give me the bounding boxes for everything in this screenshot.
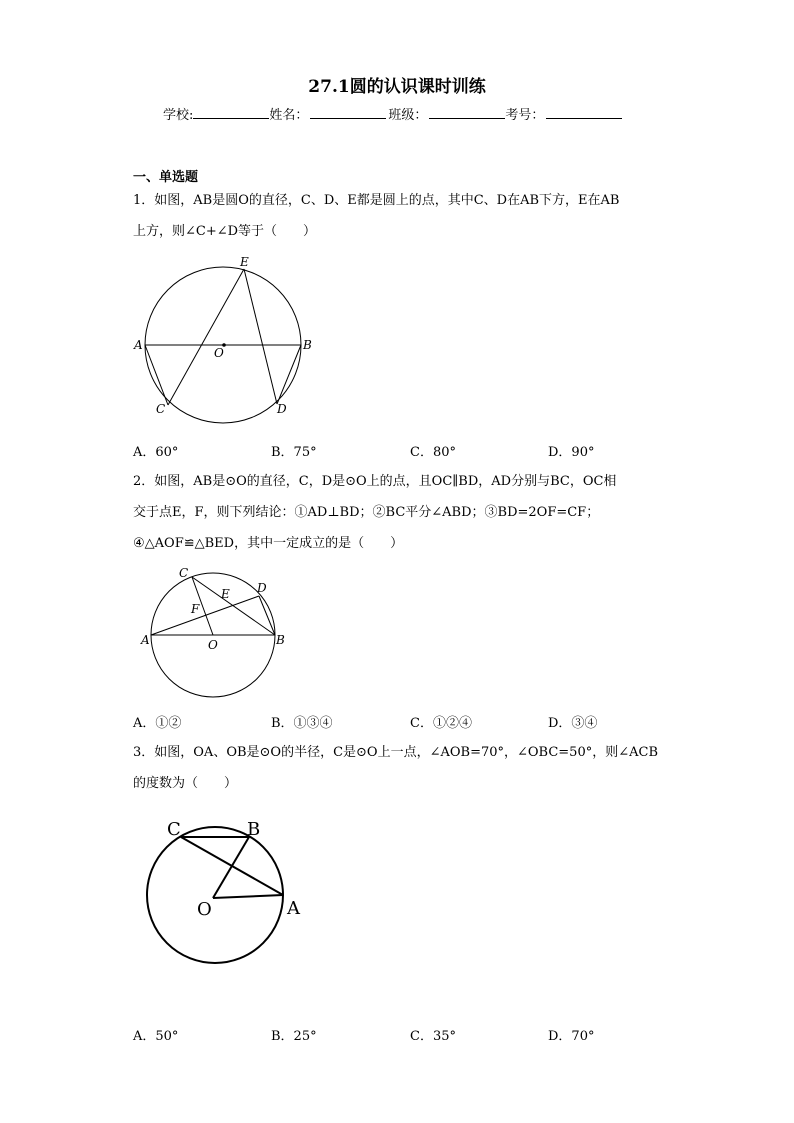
- school-label: 学校:: [163, 108, 194, 123]
- q3-option-c[interactable]: C．35°: [410, 1029, 456, 1044]
- q3-option-d[interactable]: D．70°: [548, 1029, 595, 1044]
- q2-figure: [135, 562, 295, 702]
- q3-line-ob: [213, 837, 249, 898]
- page-title: 27.1圆的认识课时训练: [308, 77, 486, 97]
- name-blank[interactable]: [310, 106, 386, 119]
- q1-text-line2: 上方，则∠C+∠D等于（ ）: [133, 224, 317, 239]
- q2-option-a[interactable]: A．①②: [133, 716, 182, 731]
- q2-line-ad: [151, 596, 259, 635]
- student-info-line: [163, 104, 622, 123]
- q3-option-b[interactable]: B．25°: [271, 1029, 317, 1044]
- q1-line-ac: [145, 345, 168, 405]
- class-label: 班级：: [388, 108, 428, 123]
- q2-option-b[interactable]: B．①③④: [271, 716, 333, 731]
- number-label: 考号：: [505, 108, 545, 123]
- q3-label-b: B: [247, 819, 261, 840]
- school-blank[interactable]: [193, 106, 269, 119]
- q1-label-e: E: [240, 255, 249, 269]
- name-label: 姓名：: [269, 108, 309, 123]
- q1-label-c: C: [156, 402, 166, 416]
- q2-text-line3: ④△AOF≌△BED，其中一定成立的是（ ）: [133, 536, 404, 551]
- number-blank[interactable]: [546, 106, 622, 119]
- q3-line-ca: [181, 837, 283, 895]
- q3-label-c: C: [167, 819, 181, 840]
- q2-option-d[interactable]: D．③④: [548, 716, 598, 731]
- q1-label-a: A: [134, 338, 143, 352]
- q2-label-a: A: [141, 633, 150, 647]
- q1-option-b[interactable]: B．75°: [271, 445, 317, 460]
- q2-text-line2: 交于点E，F，则下列结论：①AD⊥BD；②BC平分∠ABD；③BD=2OF=CF；: [133, 505, 600, 520]
- q2-option-c[interactable]: C．①②④: [410, 716, 472, 731]
- q3-text-line1: 3．如图，OA、OB是⊙O的半径，C是⊙O上一点，∠AOB=70°，∠OBC=50°，则∠ACB: [133, 745, 659, 760]
- section-heading: 一、单选题: [133, 170, 199, 185]
- q1-label-d: D: [277, 402, 287, 416]
- class-blank[interactable]: [429, 106, 505, 119]
- q2-label-e: E: [221, 587, 230, 601]
- q3-label-a: A: [287, 898, 300, 919]
- q1-line-ed: [244, 269, 277, 404]
- q2-label-o: O: [208, 638, 218, 652]
- q1-option-c[interactable]: C．80°: [410, 445, 456, 460]
- q3-text-line2: 的度数为（ ）: [133, 776, 238, 791]
- q1-line-bd: [277, 345, 301, 404]
- q2-label-c: C: [179, 566, 189, 580]
- q2-label-d: D: [257, 581, 267, 595]
- q2-label-b: B: [276, 633, 285, 647]
- q1-line-ec: [168, 269, 244, 405]
- q3-label-o: O: [197, 899, 212, 920]
- q1-label-b: B: [303, 338, 312, 352]
- q1-option-d[interactable]: D．90°: [548, 445, 595, 460]
- q2-label-f: F: [191, 602, 200, 616]
- q3-figure: [140, 812, 320, 972]
- q1-text-line1: 1．如图，AB是圆O的直径，C、D、E都是圆上的点，其中C、D在AB下方，E在AB: [133, 193, 620, 208]
- q1-option-a[interactable]: A．60°: [133, 445, 179, 460]
- q2-text-line1: 2．如图，AB是⊙O的直径，C，D是⊙O上的点，且OC∥BD，AD分别与BC，OC相: [133, 474, 617, 489]
- q3-line-oa: [213, 895, 283, 898]
- q1-label-o: O: [214, 346, 224, 360]
- q1-figure: [130, 252, 330, 427]
- q3-option-a[interactable]: A．50°: [133, 1029, 179, 1044]
